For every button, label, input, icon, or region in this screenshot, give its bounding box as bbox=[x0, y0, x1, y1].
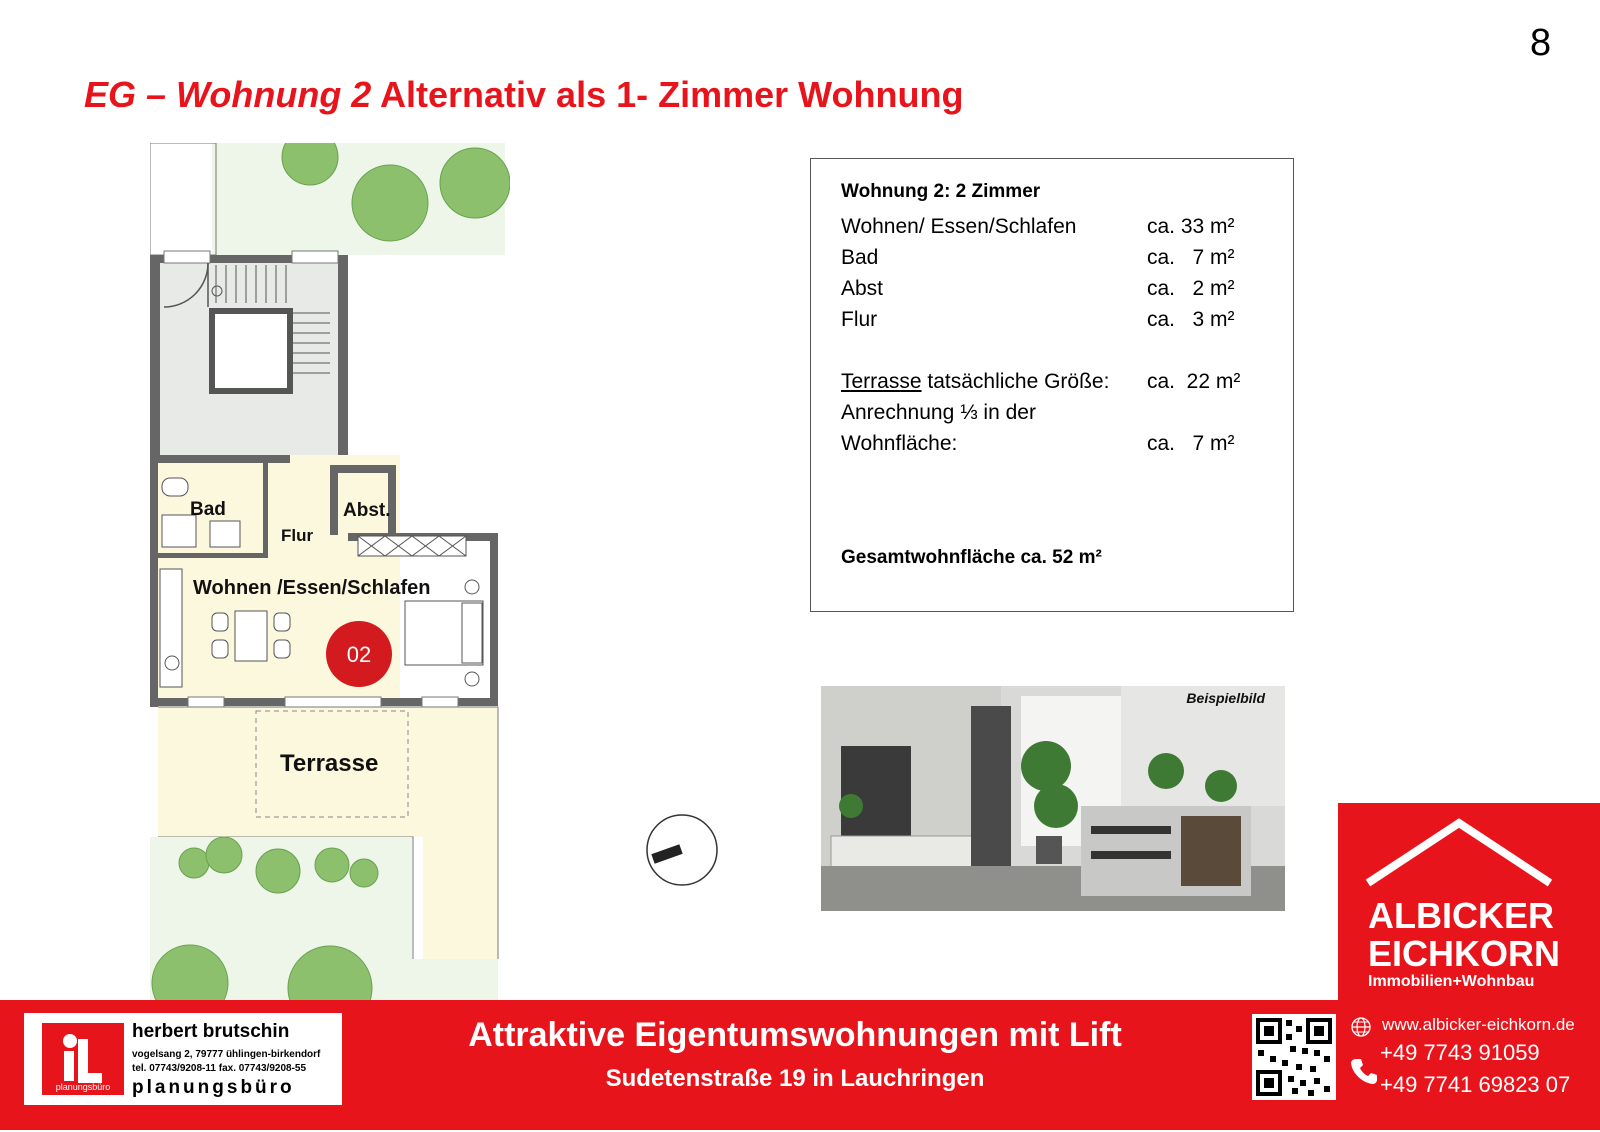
planer-logo-label: planungsbüro bbox=[55, 1082, 111, 1092]
logo-text-1: ALBICKER bbox=[1368, 895, 1554, 936]
room-label-wohnen: Wohnen /Essen/Schlafen bbox=[193, 577, 431, 599]
area-table bbox=[810, 158, 1294, 612]
logo-text-2: EICHKORN bbox=[1368, 933, 1561, 974]
planer-subtitle: planungsbüro bbox=[132, 1077, 295, 1098]
footer-title: Attraktive Eigentumswohnungen mit Lift bbox=[468, 1016, 1122, 1054]
example-photo bbox=[821, 686, 1285, 911]
credit-line-1: Anrechnung ⅓ in der bbox=[841, 401, 1036, 424]
qr-code-icon[interactable] bbox=[1252, 1014, 1336, 1100]
room-label-abst: Abst. bbox=[343, 500, 391, 521]
house-icon bbox=[1364, 817, 1554, 887]
room-label-terrasse: Terrasse bbox=[280, 750, 379, 777]
north-arrow-icon bbox=[645, 813, 719, 892]
area-row-value: ca. 7 m² bbox=[1147, 246, 1235, 269]
area-row-label: Wohnen/ Essen/Schlafen bbox=[841, 215, 1077, 238]
terrace-row bbox=[841, 370, 1241, 394]
credit-value: ca. 7 m² bbox=[1147, 432, 1235, 455]
total-area: Gesamtwohnfläche ca. 52 m² bbox=[841, 547, 1102, 568]
planer-phone: tel. 07743/9208-11 fax. 07743/9208-55 bbox=[132, 1063, 307, 1074]
credit-row bbox=[841, 432, 1235, 456]
area-row-label: Abst bbox=[841, 277, 884, 300]
area-table-heading: Wohnung 2: 2 Zimmer bbox=[841, 181, 1041, 202]
planer-address: vogelsang 2, 79777 ühlingen-birkendorf bbox=[132, 1049, 321, 1060]
logo-text-3: Immobilien+Wohnbau bbox=[1368, 973, 1535, 990]
terrace-label: Terrasse bbox=[841, 370, 922, 393]
area-row-value: ca. 2 m² bbox=[1147, 277, 1235, 300]
footer-subtitle: Sudetenstraße 19 in Lauchringen bbox=[605, 1065, 985, 1092]
company-logo bbox=[1338, 803, 1600, 1003]
credit-line-2: Wohnfläche: bbox=[841, 432, 958, 455]
area-row bbox=[841, 246, 1235, 270]
area-row bbox=[841, 308, 1235, 332]
area-row-value: ca. 33 m² bbox=[1147, 215, 1235, 238]
area-row-label: Bad bbox=[841, 246, 879, 269]
page-number: 8 bbox=[1530, 22, 1552, 64]
room-label-bad: Bad bbox=[190, 499, 226, 520]
phone-number-2[interactable]: +49 7741 69823 07 bbox=[1380, 1072, 1571, 1097]
planer-logo-box bbox=[24, 1013, 342, 1105]
planer-logo-icon bbox=[42, 1023, 124, 1095]
globe-icon bbox=[1350, 1016, 1372, 1043]
planer-name: herbert brutschin bbox=[132, 1021, 290, 1042]
website-link[interactable]: www.albicker-eichkorn.de bbox=[1382, 1015, 1575, 1034]
page-title bbox=[84, 74, 963, 116]
photo-caption: Beispielbild bbox=[1186, 690, 1265, 706]
terrace-value: ca. 22 m² bbox=[1147, 370, 1241, 393]
footer bbox=[0, 1000, 1600, 1132]
terrace-label-rest: tatsächliche Größe: bbox=[921, 370, 1110, 393]
area-row bbox=[841, 277, 1235, 301]
area-row-label: Flur bbox=[841, 308, 878, 331]
room-label-flur: Flur bbox=[281, 526, 314, 545]
title-subtitle: Alternativ als 1- Zimmer Wohnung bbox=[371, 74, 964, 115]
credit-row bbox=[841, 401, 1036, 425]
unit-number: 02 bbox=[346, 642, 372, 667]
area-row-value: ca. 3 m² bbox=[1147, 308, 1235, 331]
phone-icon bbox=[1350, 1057, 1378, 1090]
title-unit: EG – Wohnung 2 bbox=[84, 74, 372, 115]
floor-plan bbox=[150, 143, 510, 1000]
phone-number-1[interactable]: +49 7743 91059 bbox=[1380, 1040, 1540, 1065]
area-row bbox=[841, 215, 1235, 239]
